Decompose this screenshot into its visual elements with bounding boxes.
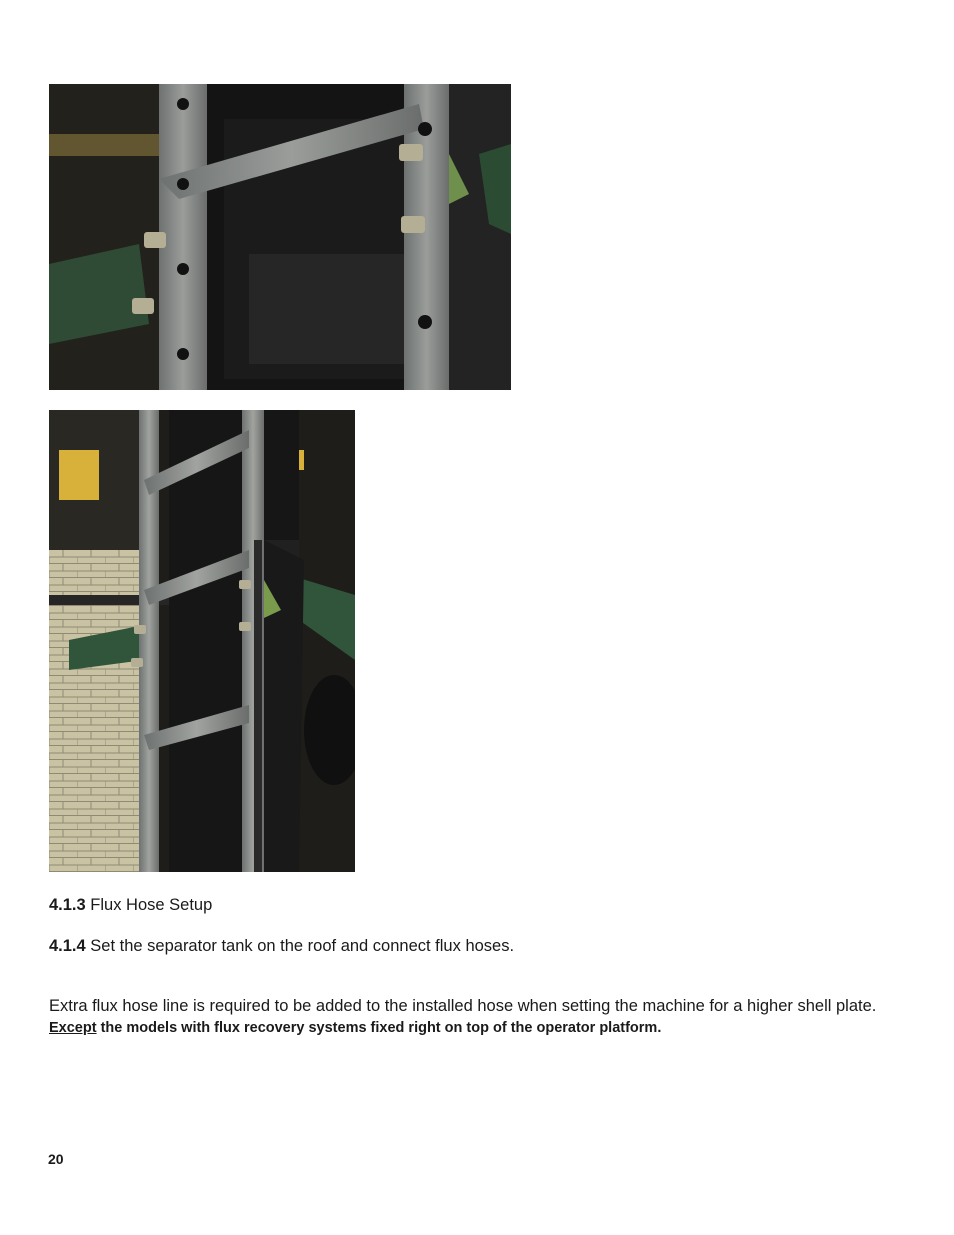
note-emphasis: Except xyxy=(49,1020,97,1036)
section-title: Flux Hose Setup xyxy=(85,896,213,914)
section-4-1-3 xyxy=(49,895,212,916)
page-number: 20 xyxy=(48,1151,64,1167)
note-bold-tail: the models with flux recovery systems fixed right on top of the operator platform. xyxy=(96,1020,662,1036)
section-number: 4.1.3 xyxy=(49,896,86,914)
frame-closeup-photo xyxy=(49,84,511,390)
flux-hose-note xyxy=(49,996,909,1039)
note-text: Extra flux hose line is required to be added to the installed hose when setting the machine for a higher shell plate. xyxy=(49,997,877,1015)
section-text: Set the separator tank on the roof and connect flux hoses. xyxy=(85,937,515,955)
section-number: 4.1.4 xyxy=(49,937,86,955)
section-4-1-4 xyxy=(49,936,514,957)
frame-column-photo xyxy=(49,410,355,872)
